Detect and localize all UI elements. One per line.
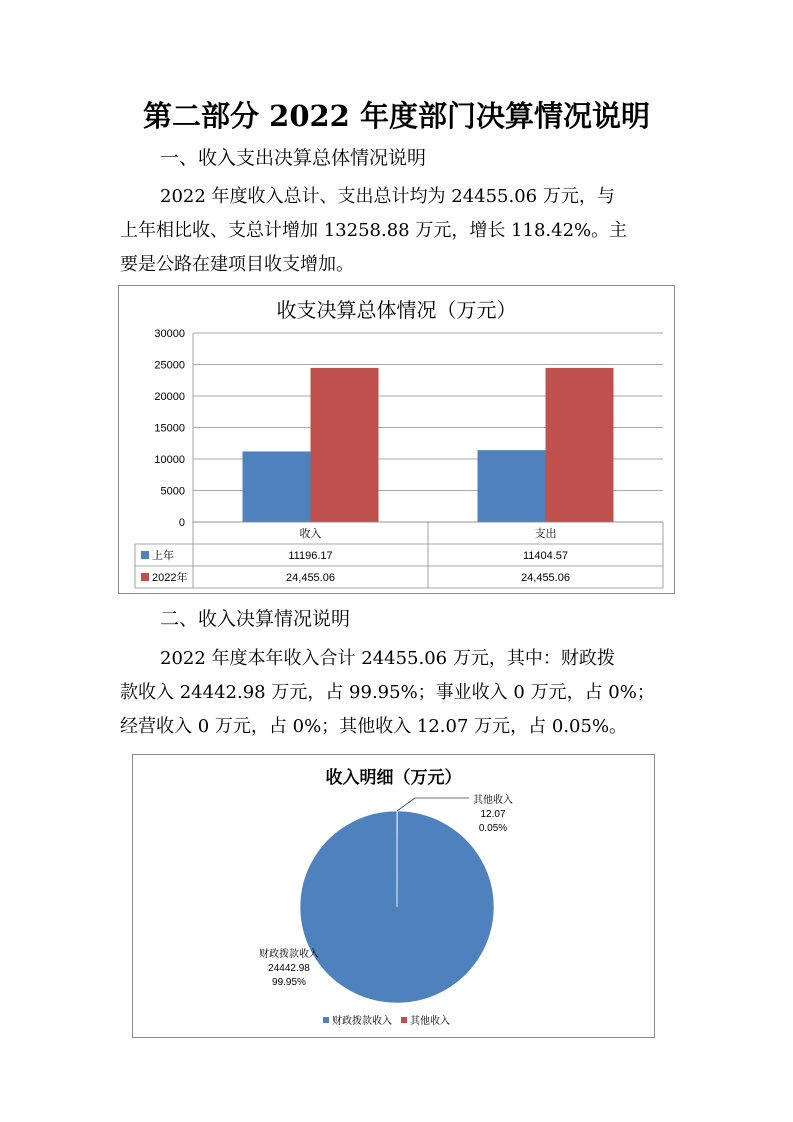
pie-chart-title: 收入明细（万元）: [325, 768, 462, 788]
section1-line-2: 上年相比收、支总计增加 13258.88 万元，增长 118.42%。主: [120, 220, 628, 241]
section2-line-1: 2022 年度本年收入合计 24455.06 万元，其中：财政拨: [160, 648, 615, 669]
category-label: 收入: [299, 528, 322, 540]
legend-swatch: [141, 551, 149, 559]
bar-prev-0: [243, 451, 311, 522]
y-tick-label: 10000: [154, 454, 185, 466]
section1-heading: 一、收入支出决算总体情况说明: [160, 147, 427, 169]
pie-label-fiscal-value: 24442.98: [268, 963, 310, 974]
pie-chart: [133, 755, 654, 1037]
pie-label-other-name: 其他收入: [473, 795, 513, 806]
bar-chart: [119, 286, 674, 593]
y-tick-label: 0: [178, 517, 185, 529]
pie-label-fiscal-pct: 99.95%: [272, 977, 306, 988]
section2-heading: 二、收入决算情况说明: [160, 608, 351, 630]
bar-prev-1: [478, 450, 546, 522]
table-cell: 24,455.06: [521, 572, 570, 584]
table-cell: 11196.17: [288, 550, 333, 562]
other-leader-line: [397, 798, 415, 811]
y-tick-label: 5000: [160, 485, 185, 498]
pie-chart-frame: [132, 754, 655, 1038]
bar-current-0: [311, 368, 379, 522]
table-cell: 11404.57: [522, 550, 569, 562]
legend-label: 上年: [152, 550, 174, 562]
pie-legend-label: 其他收入: [410, 1016, 450, 1027]
section1-line-3: 要是公路在建项目收支增加。: [120, 254, 354, 275]
y-tick-label: 30000: [154, 328, 185, 340]
pie-label-fiscal-name: 财政拨款收入: [259, 949, 319, 960]
pie-label-other-value: 12.07: [480, 809, 506, 820]
pie-legend-label: 财政拨款收入: [332, 1016, 392, 1027]
page-title: 第二部分 2022 年度部门决算情况说明: [143, 99, 650, 133]
y-tick-label: 20000: [154, 391, 185, 403]
legend-swatch: [141, 573, 149, 581]
bar-current-1: [546, 368, 614, 522]
section1-paragraph: [120, 180, 680, 282]
y-tick-label: 25000: [154, 359, 185, 372]
pie-legend-swatch: [401, 1017, 407, 1023]
bar-chart-title: 收支决算总体情况（万元）: [276, 298, 517, 322]
legend-label: 2022年: [152, 572, 188, 584]
y-tick-label: 15000: [154, 422, 185, 435]
section2-paragraph: [120, 642, 680, 744]
section1-line-1: 2022 年度收入总计、支出总计均为 24455.06 万元，与: [160, 186, 615, 207]
section2-line-2: 款收入 24442.98 万元，占 99.95%；事业收入 0 万元，占 0%；: [120, 682, 655, 703]
pie-label-other-pct: 0.05%: [478, 823, 508, 834]
table-cell: 24,455.06: [286, 572, 335, 584]
pie-legend-swatch: [323, 1017, 329, 1023]
section2-line-3: 经营收入 0 万元，占 0%；其他收入 12.07 万元，占 0.05%。: [120, 716, 628, 737]
category-label: 支出: [534, 528, 557, 540]
bar-chart-frame: [118, 285, 675, 594]
